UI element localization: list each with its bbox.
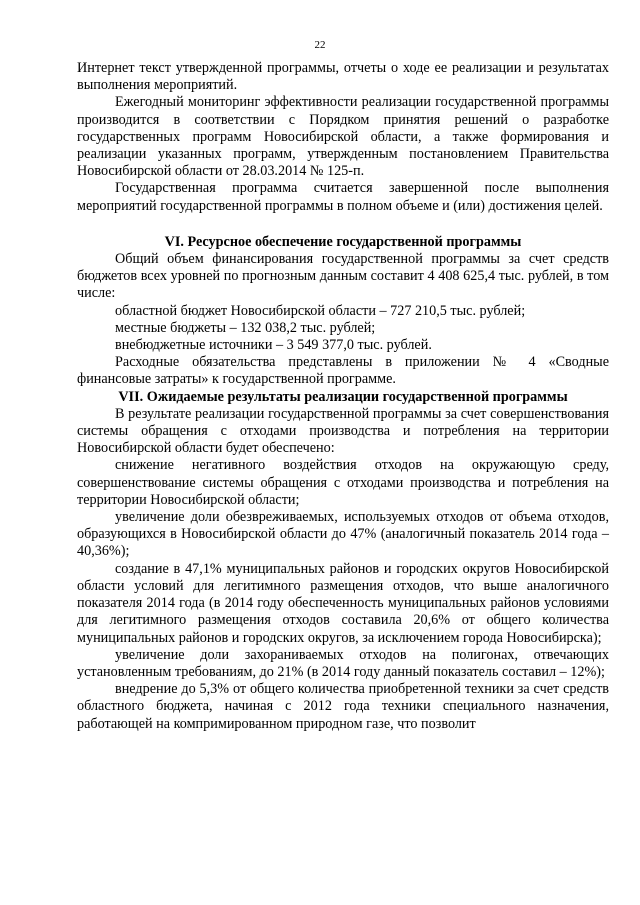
- list-item: создание в 47,1% муниципальных районов и городских округов Новосибирской области условий для легитимного размещения отходов, что выше аналогичного показателя 2014 года (в 2014 году обеспеченность муниципальных районов условиями для легитимного размещения отходов составила 20,6% от общего количества муниципальных районов и городских округов, за исключением города Новосибирска);: [77, 560, 609, 646]
- paragraph: Ежегодный мониторинг эффективности реализации государственной программы производится в соответствии с Порядком принятия решений о разработке государственных программ Новосибирской области, а также формирования и реализации указанных программ, утвержденным постановлением Правительства Новосибирской области от 28.03.2014 № 125-п.: [77, 94, 609, 180]
- page-number: 22: [314, 39, 326, 51]
- paragraph: Государственная программа считается завершенной после выполнения мероприятий государственной программы в полном объеме и (или) достижения целей.: [77, 180, 609, 214]
- paragraph: Расходные обязательства представлены в приложении № 4 «Сводные финансовые затраты» к государственной программе.: [77, 354, 609, 388]
- list-item: внедрение до 5,3% от общего количества приобретенной техники за счет средств областного бюджета, начиная с 2012 года техники специального назначения, работающей на компримированном природном газе, что позволит: [77, 681, 609, 732]
- paragraph: В результате реализации государственной программы за счет совершенствования системы обращения с отходами производства и потребления на территории Новосибирской области будет обеспечено:: [77, 405, 609, 457]
- paragraph: Интернет текст утвержденной программы, отчеты о ходе ее реализации и результатах выполнения мероприятий.: [77, 60, 609, 94]
- list-item: увеличение доли обезвреживаемых, используемых отходов от объема отходов, образующихся в Новосибирской области до 47% (аналогичный показатель 2014 года – 40,36%);: [77, 509, 609, 560]
- list-item: внебюджетные источники – 3 549 377,0 тыс. рублей.: [115, 337, 432, 354]
- list-item: местные бюджеты – 132 038,2 тыс. рублей;: [115, 319, 376, 336]
- list-item: снижение негативного воздействия отходов на окружающую среду, совершенствование системы обращения с отходами производства и потребления на территории Новосибирской области;: [77, 457, 609, 508]
- list-item: увеличение доли захораниваемых отходов на полигонах, отвечающих установленным требованиям, до 21% (в 2014 году данный показатель составил – 12%);: [77, 646, 609, 680]
- section-heading-results: VII. Ожидаемые результаты реализации государственной программы: [118, 388, 568, 405]
- section-heading-resources: VI. Ресурсное обеспечение государственной программы: [164, 233, 522, 250]
- document-body: [77, 60, 609, 733]
- paragraph: Общий объем финансирования государственной программы за счет средств бюджетов всех уровней по прогнозным данным составит 4 408 625,4 тыс. рублей, в том числе:: [77, 251, 609, 302]
- list-item: областной бюджет Новосибирской области – 727 210,5 тыс. рублей;: [115, 302, 526, 319]
